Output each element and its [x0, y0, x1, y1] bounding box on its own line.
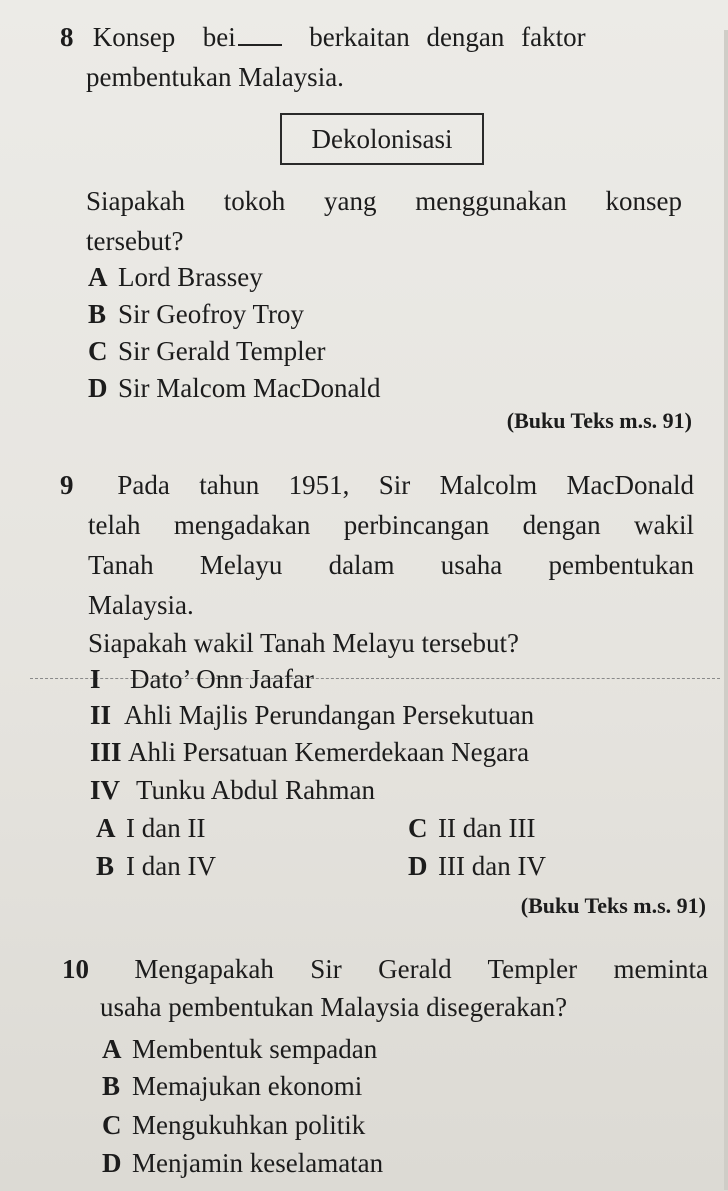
q10-number: 10	[62, 954, 89, 984]
q8-option-a-text: Lord Brassey	[118, 262, 263, 292]
q9-statement-3-roman: III	[90, 737, 122, 767]
q9-line3: Tanah Melayu dalam usaha pembentukan	[88, 550, 694, 580]
q9-line4: Malaysia.	[88, 590, 194, 620]
q9-statement-3	[90, 737, 529, 768]
q8-option-d-text: Sir Malcom MacDonald	[118, 373, 381, 403]
q10-line1	[62, 954, 708, 985]
q10-option-a-letter: A	[102, 1034, 122, 1064]
q9-question: Siapakah wakil Tanah Melayu tersebut?	[88, 628, 519, 658]
q8-line1-b: bei	[202, 22, 236, 52]
q9-line2: telah mengadakan perbincangan dengan wakil	[88, 510, 694, 540]
q9-statement-4	[90, 775, 375, 806]
q8-option-c[interactable]	[88, 336, 326, 367]
q9-option-b-text: I dan IV	[126, 851, 216, 881]
q8-concept-box: Dekolonisasi	[280, 113, 484, 165]
q10-option-b[interactable]	[102, 1071, 362, 1102]
q9-statement-4-text: Tunku Abdul Rahman	[136, 775, 376, 805]
q10-line2: usaha pembentukan Malaysia disegerakan?	[100, 992, 568, 1022]
q9-option-c-letter: C	[408, 813, 428, 843]
q8-line1-c: berkaitan dengan faktor	[309, 22, 586, 52]
q10-option-a[interactable]	[102, 1034, 377, 1065]
q8-question-line2: tersebut?	[86, 226, 184, 256]
q8-line1	[60, 22, 680, 53]
q9-statement-3-text: Ahli Persatuan Kemerdekaan Negara	[128, 737, 530, 767]
q9-line1-text: Pada tahun 1951, Sir Malcolm MacDonald	[117, 470, 694, 500]
q10-option-c[interactable]	[102, 1110, 365, 1141]
q9-option-d-letter: D	[408, 851, 428, 881]
q9-option-c[interactable]	[408, 813, 535, 844]
q9-statement-2-roman: II	[90, 700, 112, 730]
q8-line2: pembentukan Malaysia.	[86, 62, 344, 92]
q10-option-d-letter: D	[102, 1148, 122, 1178]
q9-option-d-text: III dan IV	[438, 851, 546, 881]
q8-blank	[238, 44, 282, 46]
q9-line1	[60, 470, 694, 501]
q8-option-b-letter: B	[88, 299, 107, 329]
q9-option-b-letter: B	[96, 851, 115, 881]
page-edge-shadow	[724, 30, 728, 1190]
q9-reference: (Buku Teks m.s. 91)	[520, 893, 706, 918]
q9-statement-1-roman: I	[90, 664, 101, 694]
q8-number: 8	[60, 22, 74, 52]
q9-statement-2	[90, 700, 534, 731]
q8-option-a[interactable]	[88, 262, 263, 293]
q9-option-c-text: II dan III	[438, 813, 536, 843]
q9-option-a-letter: A	[96, 813, 116, 843]
q9-statement-1	[90, 664, 314, 695]
q8-option-b-text: Sir Geofroy Troy	[118, 299, 305, 329]
q8-reference: (Buku Teks m.s. 91)	[506, 408, 692, 433]
q10-option-d-text: Menjamin keselamatan	[132, 1148, 384, 1178]
q9-option-a-text: I dan II	[126, 813, 206, 843]
q9-statement-1-text: Dato’ Onn Jaafar	[130, 664, 314, 694]
q8-option-c-letter: C	[88, 336, 108, 366]
q10-option-c-letter: C	[102, 1110, 122, 1140]
q8-line1-a: Konsep	[92, 22, 176, 52]
q8-option-b[interactable]	[88, 299, 304, 330]
q9-number: 9	[60, 470, 74, 500]
q9-statement-4-roman: IV	[90, 775, 121, 805]
q8-option-d[interactable]	[88, 373, 380, 404]
q9-option-a[interactable]	[96, 813, 205, 844]
q8-question-line1: Siapakah tokoh yang menggunakan konsep	[86, 186, 682, 216]
q9-option-b[interactable]	[96, 851, 216, 882]
q9-statement-2-text: Ahli Majlis Perundangan Persekutuan	[124, 700, 535, 730]
q10-option-a-text: Membentuk sempadan	[132, 1034, 378, 1064]
q10-option-d[interactable]	[102, 1148, 383, 1179]
q8-option-c-text: Sir Gerald Templer	[118, 336, 326, 366]
q10-option-c-text: Mengukuhkan politik	[132, 1110, 366, 1140]
q10-option-b-letter: B	[102, 1071, 121, 1101]
q10-option-b-text: Memajukan ekonomi	[132, 1071, 363, 1101]
q10-line1-text: Mengapakah Sir Gerald Templer meminta	[134, 954, 708, 984]
q8-option-a-letter: A	[88, 262, 108, 292]
q9-option-d[interactable]	[408, 851, 546, 882]
q8-option-d-letter: D	[88, 373, 108, 403]
